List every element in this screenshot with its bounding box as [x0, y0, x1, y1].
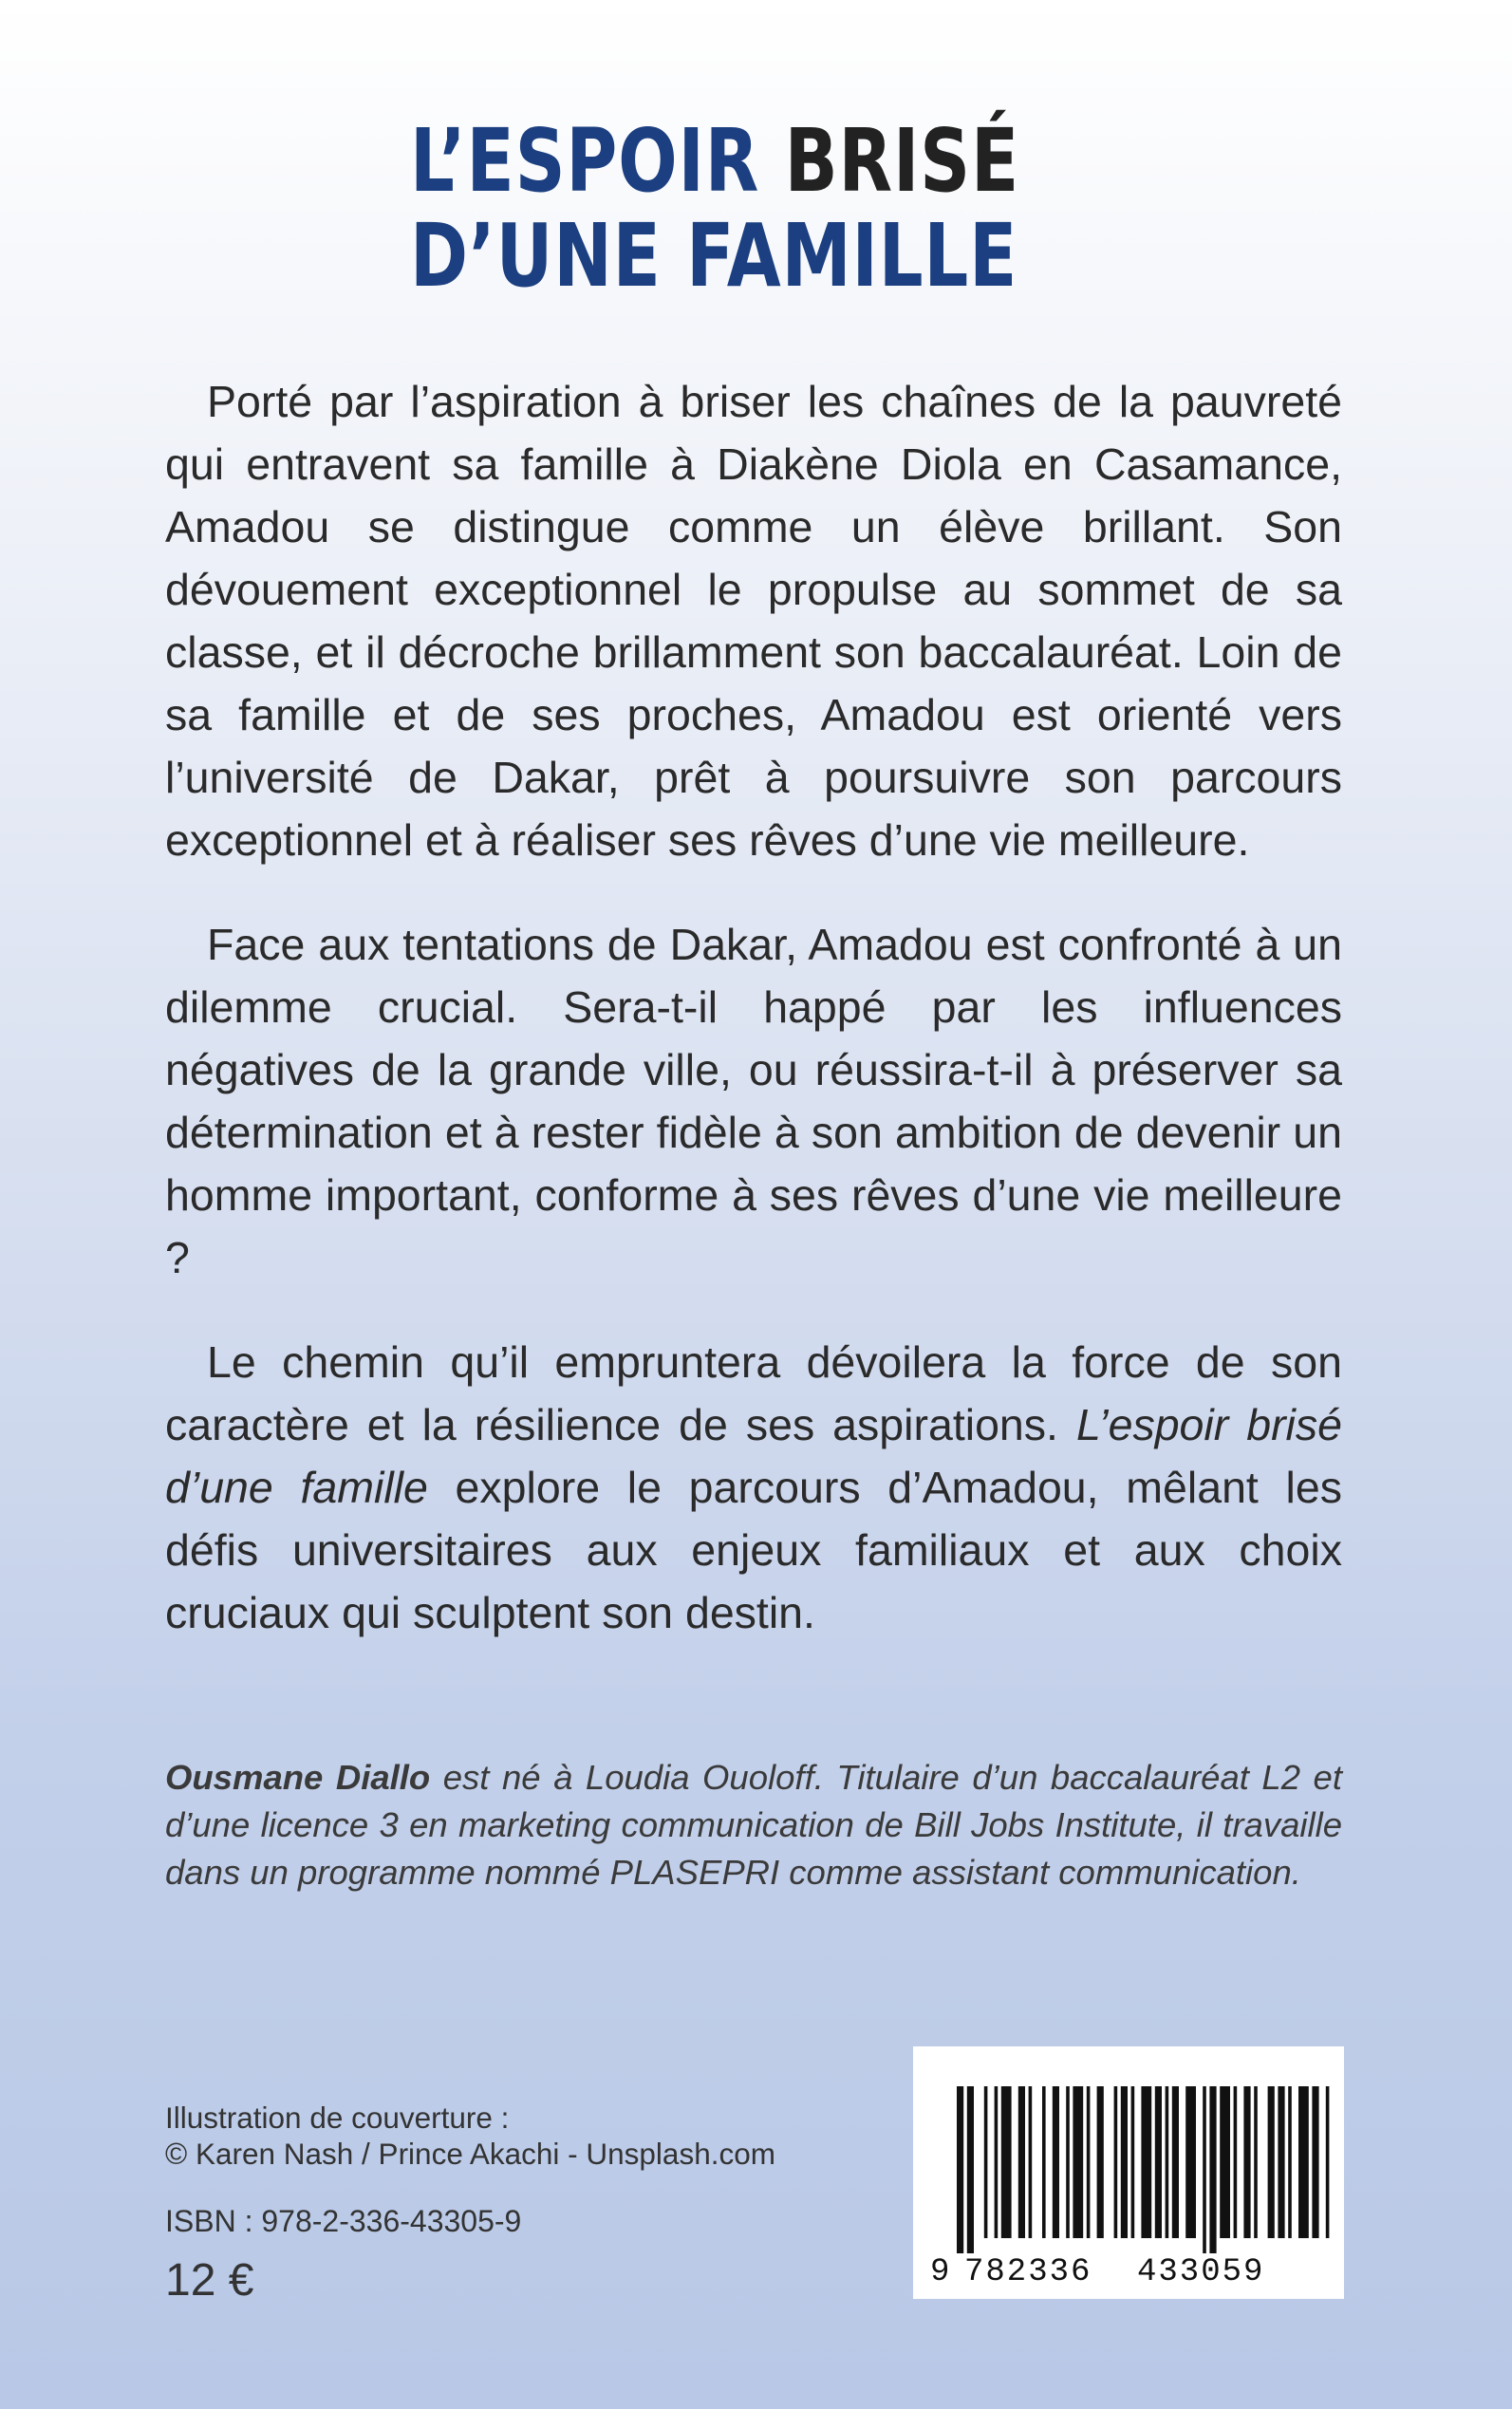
barcode-bar — [1029, 2086, 1033, 2238]
barcode-bar — [1185, 2086, 1196, 2238]
synopsis-paragraph-1: Porté par l’aspiration à briser les chaînes de la pauvreté qui entravent sa famille à Diakène Diola en Casamance, Amadou se distingue comme un élève brillant. Son dévouement exceptionnel le propulse au sommet de sa classe, et il décroche brillamment son baccalauréat. Loin de sa famille et de ses proches, Amadou est orienté vers l’université de Dakar, prêt à poursuivre son parcours exceptionnel et à réaliser ses rêves d’une vie meilleure. — [165, 377, 1342, 865]
author-bio — [165, 1754, 1342, 1896]
barcode-bar — [1312, 2086, 1318, 2238]
barcode-digits-right: 433059 — [1137, 2254, 1265, 2290]
barcode-bar — [1114, 2086, 1118, 2238]
synopsis-paragraph-3 — [165, 1331, 1342, 1644]
barcode-bar — [1243, 2086, 1250, 2238]
price: 12 € — [165, 2255, 254, 2306]
barcode-bar — [1001, 2086, 1012, 2238]
barcode-bar — [1131, 2086, 1135, 2238]
barcode-bar — [1172, 2086, 1179, 2238]
barcode-bar — [1066, 2086, 1070, 2238]
book-title-reference: L’espoir brisé d’une famille — [165, 1400, 1342, 1512]
title-word-espoir: L’ESPOIR — [410, 110, 760, 212]
barcode-bar — [1087, 2086, 1091, 2238]
barcode-bar — [967, 2086, 974, 2253]
author-bio-text: est né à Loudia Ouoloff. Titulaire d’un baccalauréat L2 et d’une licence 3 en marketing communication de Bill Jobs Institute, il travaille dans un programme nommé PLASEPRI comme assistant communication. — [165, 1758, 1342, 1892]
barcode-bar — [1326, 2086, 1330, 2238]
barcode-bar — [1018, 2086, 1025, 2238]
synopsis-paragraph-2: Face aux tentations de Dakar, Amadou est confronté à un dilemme crucial. Sera-t-il happé par les influences négatives de la grande ville, ou réussira-t-il à préserver sa détermination et à rester fidèle à son ambition de devenir un homme important, conforme à ses rêves d’une vie meilleure ? — [165, 920, 1342, 1282]
barcode-bar — [1220, 2086, 1230, 2238]
synopsis — [165, 370, 1342, 1686]
barcode-bar — [1234, 2086, 1238, 2238]
title-line-1 — [410, 110, 1020, 212]
barcode-bar — [1053, 2086, 1059, 2238]
barcode-bar — [995, 2086, 999, 2238]
barcode-bar — [1121, 2086, 1128, 2238]
barcode-bar — [1278, 2086, 1284, 2238]
credits-names: © Karen Nash / Prince Akachi - Unsplash.com — [165, 2137, 775, 2171]
author-name: Ousmane Diallo — [165, 1758, 431, 1797]
title-word-brise: BRISÉ — [784, 110, 1020, 212]
barcode — [913, 2046, 1344, 2299]
book-title — [410, 110, 1172, 307]
barcode-bar — [1155, 2086, 1162, 2238]
paragraph-3-end: explore le parcours d’Amadou, mêlant les défis universitaires aux enjeux familiaux et aux choix cruciaux qui sculptent son destin. — [165, 1463, 1342, 1637]
barcode-bar — [1073, 2086, 1083, 2238]
barcode-bar — [1042, 2086, 1046, 2238]
isbn: ISBN : 978-2-336-43305-9 — [165, 2204, 522, 2238]
barcode-bar — [1097, 2086, 1104, 2238]
credits-label: Illustration de couverture : — [165, 2101, 510, 2135]
barcode-bar — [1141, 2086, 1151, 2238]
cover-credits — [165, 2100, 830, 2172]
barcode-bar — [1203, 2086, 1206, 2253]
barcode-digit-first: 9 — [930, 2254, 950, 2290]
barcode-digits-left: 782336 — [964, 2254, 1092, 2290]
barcode-bar — [1298, 2086, 1309, 2238]
paragraph-3-start: Le chemin qu’il empruntera dévoilera la force de son caractère et la résilience de ses aspirations. — [165, 1337, 1342, 1449]
barcode-bar — [1209, 2086, 1216, 2253]
barcode-graphic — [913, 2046, 1344, 2299]
title-line-2: D’UNE FAMILLE — [410, 205, 1018, 307]
barcode-bar — [957, 2086, 963, 2253]
barcode-bar — [1166, 2086, 1169, 2238]
barcode-bar — [1254, 2086, 1258, 2238]
barcode-bar — [984, 2086, 988, 2238]
barcode-bar — [1268, 2086, 1275, 2238]
barcode-bar — [1288, 2086, 1292, 2238]
